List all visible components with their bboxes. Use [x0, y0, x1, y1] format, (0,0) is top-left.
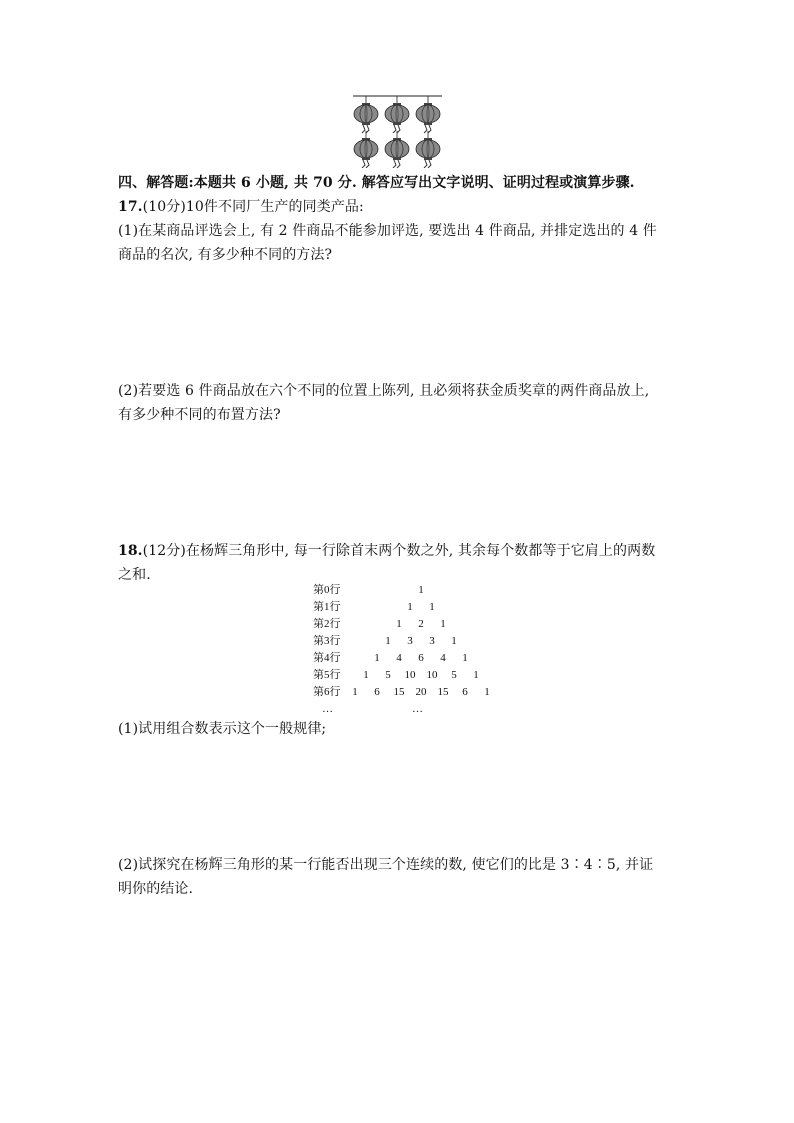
triangle-number: 15	[437, 686, 449, 698]
triangle-number: 10	[404, 669, 416, 681]
triangle-row-label: 第0行	[313, 584, 341, 596]
triangle-number: 20	[415, 686, 427, 698]
triangle-ellipsis-center: …	[412, 703, 423, 715]
triangle-row	[313, 684, 513, 701]
triangle-number: 1	[363, 669, 369, 681]
q17-intro-text: (10分)10件不同厂生产的同类产品:	[142, 199, 364, 215]
q17-part2-line1: (2)若要选 6 件商品放在六个不同的位置上陈列, 且必须将获金质奖章的两件商品放上,	[118, 383, 650, 399]
q17-part1-line2: 商品的名次, 有多少种不同的方法?	[118, 247, 333, 263]
triangle-number: 1	[396, 618, 402, 630]
triangle-number: 15	[393, 686, 405, 698]
lantern-icon	[385, 131, 409, 168]
triangle-row	[313, 599, 513, 616]
q18-intro-line1	[118, 541, 655, 561]
lantern-icon	[385, 96, 409, 133]
triangle-number: 5	[451, 669, 457, 681]
lanterns-figure	[350, 92, 445, 168]
triangle-number: 1	[451, 635, 457, 647]
q18-intro-line2: 之和.	[118, 567, 151, 583]
triangle-row	[313, 650, 513, 667]
triangle-number: 1	[374, 652, 380, 664]
triangle-row-label: 第2行	[313, 618, 341, 630]
lantern-icon	[354, 131, 378, 168]
triangle-row	[313, 667, 513, 684]
q17-number: 17.	[118, 199, 143, 215]
triangle-number: 1	[418, 584, 424, 596]
triangle-number: 6	[374, 686, 380, 698]
triangle-number: 1	[440, 618, 446, 630]
triangle-row	[313, 633, 513, 650]
triangle-number: 1	[352, 686, 358, 698]
triangle-number: 5	[385, 669, 391, 681]
triangle-number: 1	[484, 686, 490, 698]
lantern-icon	[416, 96, 440, 133]
q18-part2-line2: 明你的结论.	[118, 881, 194, 897]
q17-part1-line1: (1)在某商品评选会上, 有 2 件商品不能参加评选, 要选出 4 件商品, 并排定选出的 4 件	[118, 223, 657, 239]
triangle-number: 1	[473, 669, 479, 681]
triangle-number: 10	[426, 669, 438, 681]
lantern-icon	[416, 131, 440, 168]
triangle-row-label: 第5行	[313, 669, 341, 681]
triangle-number: 1	[462, 652, 468, 664]
q18-part2-line1: (2)试探究在杨辉三角形的某一行能否出现三个连续的数, 使它们的比是 3∶4∶5, 并证	[118, 857, 654, 873]
q17-part2-line2: 有多少种不同的布置方法?	[118, 407, 281, 423]
q18-intro-text: (12分)在杨辉三角形中, 每一行除首末两个数之外, 其余每个数都等于它肩上的两数	[142, 543, 656, 559]
triangle-number: 4	[440, 652, 446, 664]
lantern-icon	[354, 96, 378, 133]
q18-number: 18.	[118, 543, 143, 559]
q17-intro	[118, 197, 364, 217]
triangle-number: 4	[396, 652, 402, 664]
q18-part1: (1)试用组合数表示这个一般规律;	[118, 721, 327, 737]
triangle-number: 6	[418, 652, 424, 664]
triangle-number: 3	[407, 635, 413, 647]
triangle-row-label: 第4行	[313, 652, 341, 664]
triangle-row-label: 第6行	[313, 686, 341, 698]
triangle-number: 3	[429, 635, 435, 647]
triangle-row	[313, 616, 513, 633]
triangle-row	[313, 582, 513, 599]
triangle-number: 2	[418, 618, 424, 630]
triangle-number: 6	[462, 686, 468, 698]
triangle-row-label: 第3行	[313, 635, 341, 647]
triangle-number: 1	[429, 601, 435, 613]
triangle-ellipsis-left: …	[322, 703, 333, 715]
triangle-number: 1	[407, 601, 413, 613]
triangle-row-label: 第1行	[313, 601, 341, 613]
triangle-number: 1	[385, 635, 391, 647]
section-heading: 四、解答题:本题共 6 小题, 共 70 分. 解答应写出文字说明、证明过程或演算步骤.	[118, 175, 635, 191]
